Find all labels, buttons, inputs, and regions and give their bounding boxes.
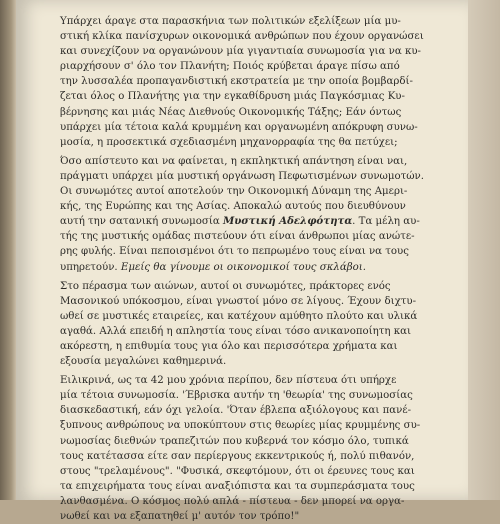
- text-segment: αυτή την σατανική συνωμοσία: [60, 216, 223, 228]
- text-line: μοσία, η προσεκτικά σχεδιασμένη μηχανορραφία της θα πετύχει;: [60, 136, 398, 148]
- text-line: εξουσία μεγαλώνει καθημερινά.: [60, 356, 227, 368]
- text-line: και συνεχίζουν να οργανώνουν μία γιγαντιαία συνωμοσία για να κυ-: [60, 46, 421, 58]
- book-spine: [0, 0, 16, 500]
- text-line: την λυσσαλέα προπαγανδιστική εκστρατεία με την οποία βομβαρδί-: [60, 76, 413, 88]
- text-line: αγαθά. Αλλά επειδή η απληστία τους είναι τόσο ανικανοποίητη και: [60, 325, 411, 337]
- text-line: ωθεί σε μυστικές εταιρείες, και κατέχουν αμύθητο πλούτο και υλικά: [60, 310, 418, 322]
- text-line: Οι συνωμότες αυτοί αποτελούν την Οικονομική Δύναμη της Αμερι-: [60, 186, 408, 198]
- text-line: ζεται όλος ο Πλανήτης για την εγκαθίδρυση μιάς Παγκόσμιας Κυ-: [60, 91, 405, 103]
- book-page: [16, 0, 468, 522]
- text-line: μία τέτοια συνωμοσία. 'Έβρισκα αυτήν τη 'θεωρία' της συνωμοσίας: [60, 390, 413, 402]
- text-line: στους "τρελαμένους". "Φυσικά, σκεφτόμουν, ότι οι έρευνες τους και: [60, 465, 415, 477]
- paragraph-4: [60, 373, 452, 524]
- text-line: λανθασμένα. Ο κόσμος πολύ απλά - πίστευα - δεν μπορεί να οργα-: [60, 495, 405, 507]
- text-line: ακόρεστη, η επιθυμία τους για όλο και περισσότερα χρήματα και: [60, 340, 398, 352]
- text-line: Μασονικού υπόκοσμου, είναι γνωστοί μόνο σε λίγους. Έχουν διχτυ-: [60, 295, 417, 307]
- text-line: στική κλίκα πανίσχυρων οικονομικά ανθρώπων που έχουν οργανώσει: [60, 31, 424, 43]
- text-line: τα επιχειρήματα τους είναι αναξιόπιστα και τα συμπεράσματα τους: [60, 480, 415, 492]
- text-line: βέρνησης και μιάς Νέας Διεθνούς Οικονομικής Τάξης; Εάν όντως: [60, 106, 402, 118]
- italic-sentence: Εμείς θα γίνουμε οι οικονομικοί τους σκλάβοι.: [120, 261, 366, 273]
- text-line: νωμοσίας διεθνών τραπεζιτών που κυβερνά τον κόσμο όλο, τυπικά: [60, 435, 409, 447]
- text-line: Στο πέρασμα των αιώνων, αυτοί οι συνωμότες, πράκτορες ενός: [60, 280, 391, 292]
- page-text: [60, 14, 452, 524]
- text-line: ξυπνους ανθρώπους να υποκύπτουν στις θεωρίες μίας κρυμμένης συ-: [60, 420, 421, 432]
- text-line-mixed: [60, 260, 452, 275]
- emphasized-term: Μυστική Αδελφότητα: [222, 215, 353, 228]
- text-line: τής της μυστικής ομάδας πιστεύουν ότι είναι άνθρωποι μίας ανώτε-: [60, 231, 415, 243]
- text-line-mixed: [60, 214, 452, 229]
- paragraph-2: [60, 154, 452, 275]
- text-line: διασκεδαστική, εάν όχι γελοία. 'Όταν έβλεπα αξιόλογους και πανέ-: [60, 405, 412, 417]
- text-line: ριαρχήσουν σ' όλο τον Πλανήτη; Ποιός κρύβεται άραγε πίσω από: [60, 61, 400, 73]
- paragraph-3: [60, 279, 452, 370]
- text-line: Όσο απίστευτο και να φαίνεται, η εκπληκτική απάντηση είναι ναι,: [60, 155, 408, 167]
- page-edge: [466, 0, 500, 500]
- text-line: ρης φυλής. Είναι πεποισμένοι ότι το πεπρωμένο τους είναι να τους: [60, 246, 409, 258]
- text-line: τους κατέτασσα είτε σαν περίεργους εκκεντρικούς ή, πολύ πιθανόν,: [60, 450, 415, 462]
- text-line: κής, της Ευρώπης και της Ασίας. Αποκαλώ αυτούς που διευθύνουν: [60, 201, 406, 213]
- text-line: Υπάρχει άραγε στα παρασκήνια των πολιτικών εξελίξεων μία μυ-: [60, 16, 401, 27]
- text-line: πράγματι υπάρχει μία μυστική οργάνωση Πεφωτισμένων συνωμοτών.: [60, 170, 424, 182]
- text-line: υπάρχει μία τέτοια καλά κρυμμένη και οργανωμένη απόκρυφη συνω-: [60, 121, 418, 133]
- paragraph-1: [60, 14, 452, 150]
- text-segment: . Τα μέλη αυ-: [352, 216, 420, 228]
- text-line: Ειλικρινά, ως τα 42 μου χρόνια περίπου, δεν πίστευα ότι υπήρχε: [60, 375, 397, 387]
- text-segment: υπηρετούν.: [60, 261, 118, 273]
- text-line: νωθεί και να εξαπατηθεί μ' αυτόν τον τρόπο!": [60, 511, 300, 522]
